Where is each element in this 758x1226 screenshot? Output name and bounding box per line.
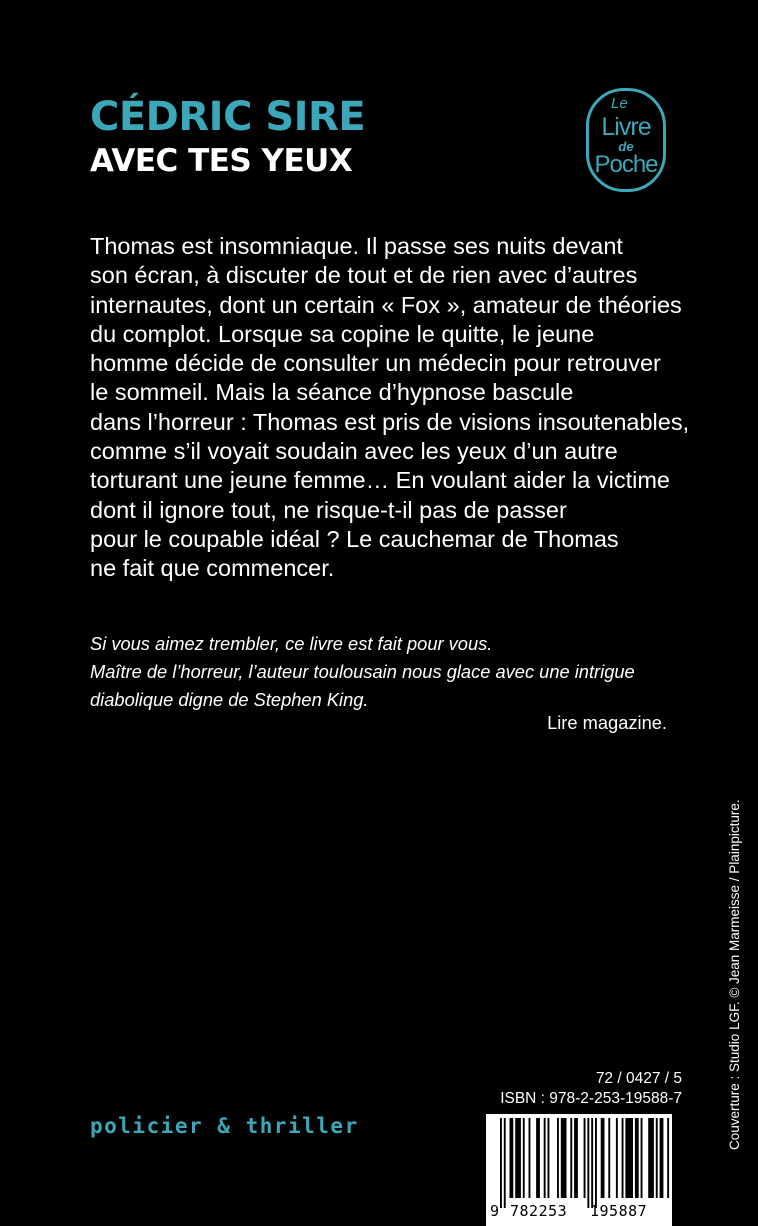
- author-name: CÉDRIC SIRE: [90, 94, 366, 140]
- synopsis-line: dans l’horreur : Thomas est pris de visions insoutenables,: [90, 408, 690, 435]
- logo-livre: Livre: [601, 113, 651, 141]
- photo-credit: [727, 800, 747, 1150]
- synopsis-line: ne fait que commencer.: [90, 555, 335, 582]
- barcode-bar: [641, 1118, 643, 1198]
- review-line: diabolique digne de Stephen King.: [90, 689, 369, 710]
- synopsis-line: le sommeil. Mais la séance d’hypnose bascule: [90, 379, 574, 406]
- synopsis-line: Thomas est insomniaque. Il passe ses nuits devant: [90, 233, 623, 259]
- barcode-digits: [486, 1198, 672, 1226]
- review-source: Lire magazine.: [547, 712, 667, 733]
- synopsis-line: homme décide de consulter un médecin pour retrouver: [90, 350, 661, 377]
- barcode-right-group: 195887: [590, 1202, 648, 1220]
- barcode-bar: [523, 1118, 525, 1198]
- barcode-bar: [510, 1118, 514, 1198]
- isbn: ISBN : 978-2-253-19588-7: [500, 1090, 682, 1107]
- barcode-bar: [504, 1118, 506, 1208]
- barcode-bar: [625, 1118, 633, 1198]
- barcode-left-group: 782253: [510, 1202, 568, 1220]
- barcode-bar: [515, 1118, 521, 1198]
- barcode-bar: [557, 1118, 559, 1198]
- synopsis-line: son écran, à discuter de tout et de rien avec d’autres: [90, 262, 638, 289]
- book-title: AVEC TES YEUX: [90, 143, 353, 179]
- synopsis-line: internautes, dont un certain « Fox », amateur de théories: [90, 291, 682, 318]
- barcode-bar: [622, 1118, 624, 1198]
- barcode-first-digit: 9: [490, 1202, 500, 1220]
- photo-credit-text: Couverture : Studio LGF. © Jean Marmeisse / Plainpicture.: [727, 799, 742, 1150]
- synopsis-line: torturant une jeune femme… En voulant aider la victime: [90, 467, 670, 494]
- logo-de: de: [618, 139, 634, 154]
- logo-poche: Poche: [594, 151, 658, 178]
- publisher-logo: [586, 88, 666, 192]
- review-line: Maître de l’horreur, l’auteur toulousain nous glace avec une intrigue: [90, 661, 635, 682]
- barcode-bar: [601, 1118, 605, 1198]
- barcode-bar: [536, 1118, 540, 1198]
- barcode-bar: [587, 1118, 589, 1208]
- synopsis-line: comme s’il voyait soudain avec les yeux d’un autre: [90, 438, 618, 465]
- series-label: policier & thriller: [90, 1114, 359, 1138]
- synopsis: [90, 232, 690, 584]
- barcode-bar: [648, 1118, 654, 1198]
- barcode-bar: [660, 1118, 664, 1198]
- barcode-bar: [500, 1118, 502, 1208]
- barcode-bar: [616, 1118, 618, 1198]
- barcode-bar: [635, 1118, 639, 1198]
- barcode-bar: [529, 1118, 531, 1198]
- barcode-bar: [544, 1118, 546, 1198]
- barcode-bar: [561, 1118, 567, 1198]
- review-line: Si vous aimez trembler, ce livre est fait pour vous.: [90, 633, 493, 654]
- barcode-bar: [570, 1118, 572, 1198]
- barcode-bar: [656, 1118, 658, 1198]
- synopsis-line: dont il ignore tout, ne risque-t-il pas de passer: [90, 496, 567, 523]
- synopsis-line: pour le coupable idéal ? Le cauchemar de Thomas: [90, 525, 619, 552]
- barcode-bar: [608, 1118, 610, 1198]
- barcode-bar: [548, 1118, 550, 1198]
- synopsis-line: du complot. Lorsque sa copine le quitte, le jeune: [90, 320, 595, 347]
- barcode-bar: [574, 1118, 578, 1198]
- catalog-code: 72 / 0427 / 5: [595, 1070, 682, 1087]
- barcode: [486, 1114, 672, 1226]
- barcode-bar: [591, 1118, 593, 1208]
- barcode-bar: [584, 1118, 586, 1198]
- review-quote: [90, 630, 690, 714]
- barcode-bar: [667, 1118, 669, 1198]
- barcode-bar: [595, 1118, 597, 1208]
- logo-le: Le: [611, 95, 628, 112]
